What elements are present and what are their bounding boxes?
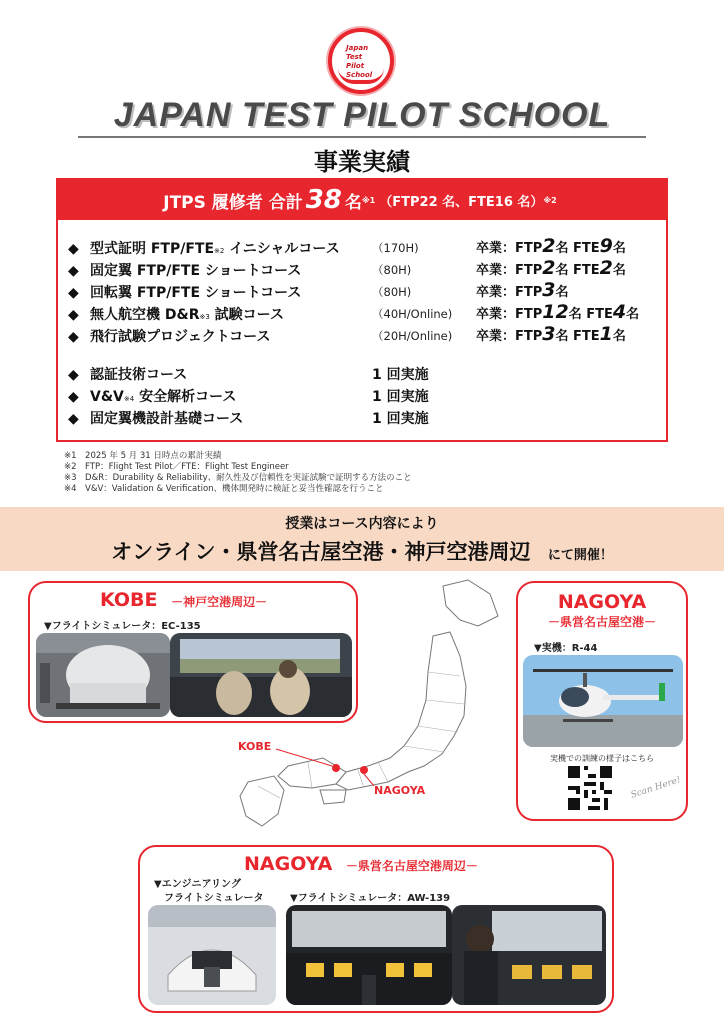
diamond-bullet-icon: ◆ xyxy=(68,241,79,257)
graduate-count: 卒業：FTP3名 FTE1名 xyxy=(476,323,626,345)
diamond-bullet-icon: ◆ xyxy=(68,285,79,301)
course-duration: （40H/Online) xyxy=(372,307,453,321)
course-row xyxy=(68,326,270,346)
kobe-marker-icon xyxy=(332,764,340,772)
school-logo xyxy=(328,28,394,94)
graduate-count: 卒業：FTP3名 xyxy=(476,279,569,301)
diamond-bullet-icon: ◆ xyxy=(68,367,79,383)
footnote: ※3 D&R：Durability & Reliability、耐久性及び信頼性を実証試験で証明する方法のこと xyxy=(64,473,412,483)
course-status: 1 回実施 xyxy=(372,367,429,383)
diamond-bullet-icon: ◆ xyxy=(68,329,79,345)
course-row xyxy=(68,282,301,302)
diamond-bullet-icon: ◆ xyxy=(68,263,79,279)
course-status: 1 回実施 xyxy=(372,411,429,427)
graduate-count: 卒業：FTP2名 FTE9名 xyxy=(476,235,626,257)
footnotes xyxy=(64,451,412,495)
logo-swoosh-icon xyxy=(338,68,384,84)
nagoya-aircraft-title: NAGOYA xyxy=(557,591,647,613)
map-label-nagoya: NAGOYA xyxy=(374,784,426,797)
kobe-title: KOBE xyxy=(100,589,158,611)
engineering-simulator-photo xyxy=(148,905,276,1005)
venue-banner: 授業はコース内容により オンライン・県営名古屋空港・神戸空港周辺 にて開催！ xyxy=(0,507,724,571)
course-name: V&V xyxy=(90,389,124,405)
other-course-row: ◆ V&V※4 安全解析コース xyxy=(68,389,237,405)
japan-map xyxy=(228,576,518,846)
map-label-kobe: KOBE xyxy=(238,740,272,753)
aw139-simulator-photo xyxy=(286,905,452,1005)
nagoya-simulator-card: NAGOYA －県営名古屋空港周辺－ ▼エンジニアリング フライトシミュレータ ▼フライトシミュレータ：AW-139 xyxy=(138,845,614,1013)
kobe-card: KOBE －神戸空港周辺－ ▼フライトシミュレータ：EC-135 xyxy=(28,581,358,723)
nagoya-marker-icon xyxy=(360,766,368,774)
footnote: ※1 2025 年 5 月 31 日時点の累計実績 xyxy=(64,451,222,461)
course-duration: （20H/Online) xyxy=(372,329,453,343)
course-name: 固定翼 FTP/FTE ショートコース xyxy=(90,263,302,279)
diamond-bullet-icon: ◆ xyxy=(68,307,79,323)
school-name: JAPAN TEST PILOT SCHOOL xyxy=(113,96,611,134)
course-status: 1 回実施 xyxy=(372,389,429,405)
course-row xyxy=(68,260,301,280)
course-name: 固定翼機設計基礎コース xyxy=(90,411,244,427)
logo-text: Japan Test Pilot School xyxy=(346,44,373,79)
course-duration: （170H) xyxy=(372,241,419,255)
course-row: ◆ 型式証明 FTP/FTE※2 イニシャルコース xyxy=(68,241,340,257)
results-summary: JTPS 履修者 合計 38 名 ※1 （FTP22 名、FTE16 名） ※2 xyxy=(58,180,666,220)
footnote: ※4 V&V：Validation & Verification、機体開発時に検証と妥当性確認を行うこと xyxy=(64,484,384,494)
course-name: 認証技術コース xyxy=(90,367,188,383)
course-duration: （80H) xyxy=(372,285,412,299)
total-count: 38 xyxy=(305,185,342,215)
qr-code-icon[interactable] xyxy=(568,766,612,810)
course-name: 無人航空機 D&R xyxy=(90,307,200,323)
title-divider xyxy=(78,136,646,138)
page-title: 事業実績 xyxy=(314,148,410,176)
nagoya-aircraft-card: NAGOYA －県営名古屋空港－ ▼実機：R-44 実機での訓練の様子はこちら Scan Here! xyxy=(516,581,688,821)
course-name: 飛行試験プロジェクトコース xyxy=(90,329,271,345)
footnote: ※2 FTP：Flight Test Pilot／FTE：Flight Test Engineer xyxy=(64,462,289,472)
course-name: 型式証明 FTP/FTE xyxy=(90,241,215,257)
helicopter-photo xyxy=(523,655,683,747)
course-name: 回転翼 FTP/FTE ショートコース xyxy=(90,285,302,301)
other-course-row xyxy=(68,364,187,384)
diamond-bullet-icon: ◆ xyxy=(68,389,79,405)
simulator-photo xyxy=(36,633,170,717)
course-duration: （80H) xyxy=(372,263,412,277)
results-box xyxy=(56,178,668,442)
other-course-row xyxy=(68,408,243,428)
graduate-count: 卒業：FTP2名 FTE2名 xyxy=(476,257,626,279)
trainee-cockpit-photo xyxy=(452,905,606,1005)
diamond-bullet-icon: ◆ xyxy=(68,411,79,427)
course-row: ◆ 無人航空機 D&R※3 試験コース xyxy=(68,307,284,323)
graduate-count: 卒業：FTP12名 FTE4名 xyxy=(476,301,640,323)
nagoya-simulator-title: NAGOYA xyxy=(244,853,333,875)
